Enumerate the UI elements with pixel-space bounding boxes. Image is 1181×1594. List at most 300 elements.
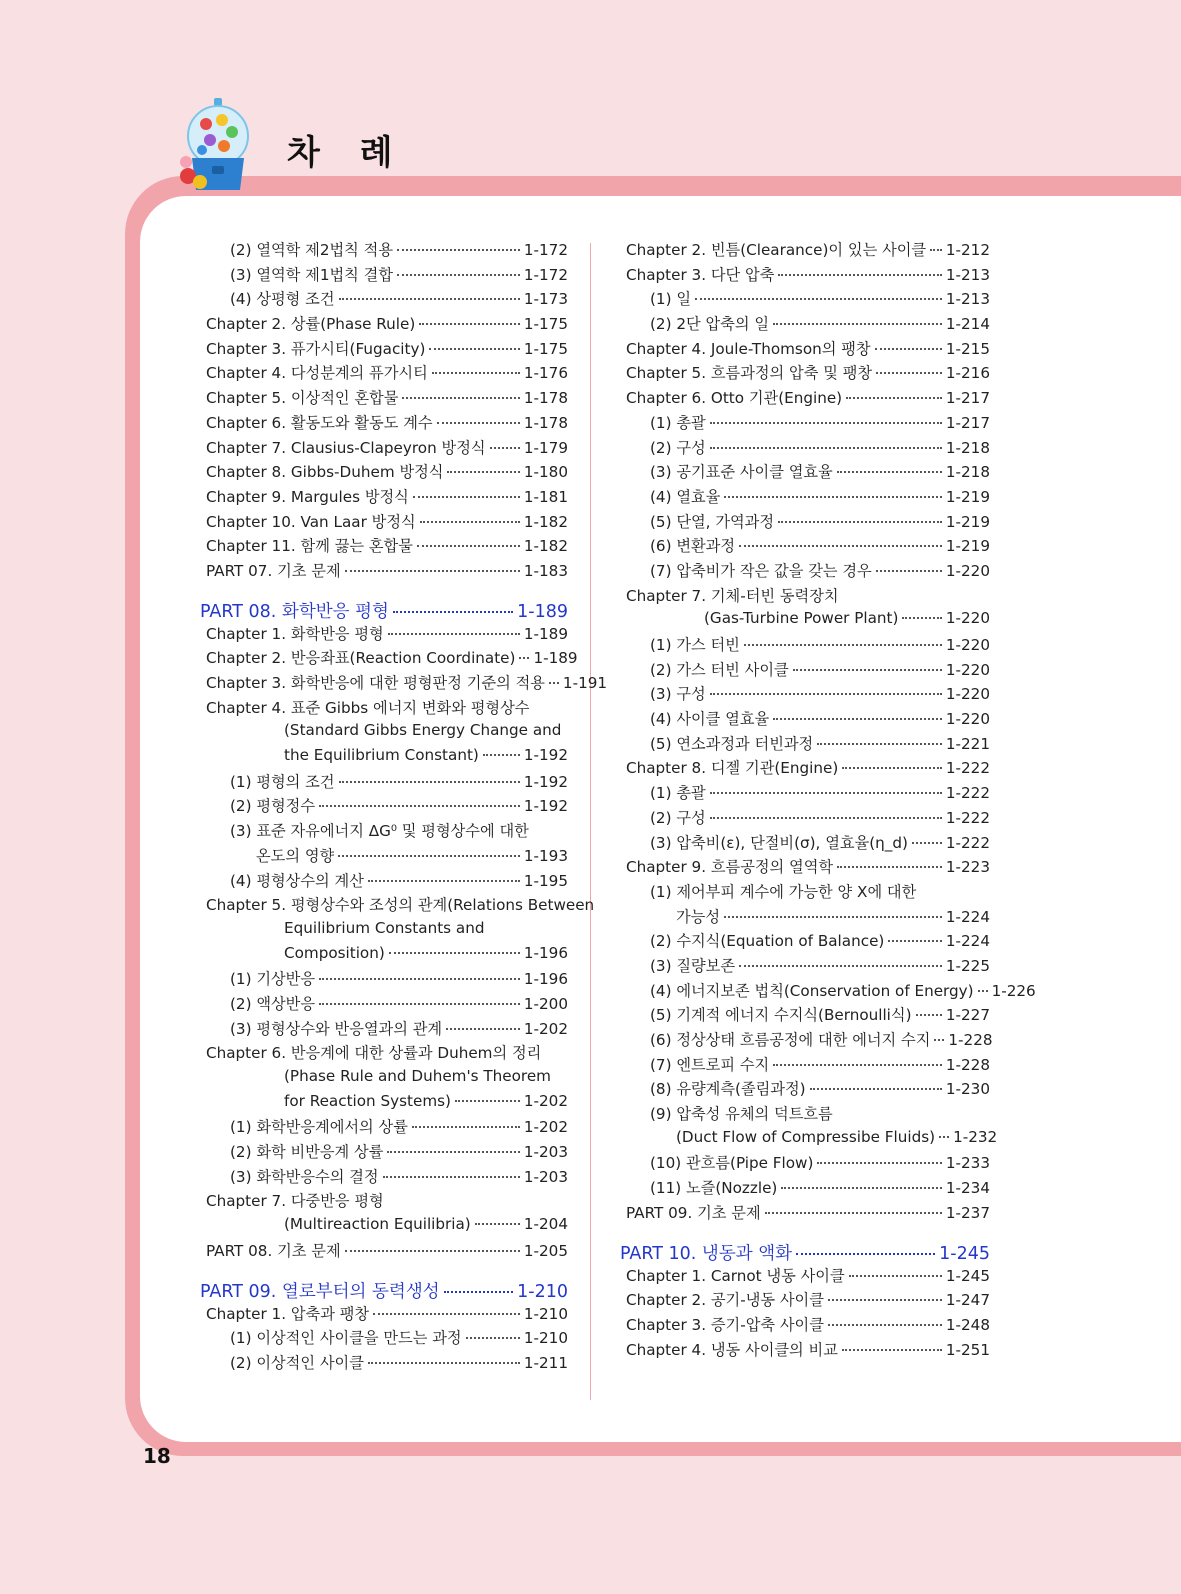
dot-leader bbox=[724, 916, 942, 918]
toc-entry-label: Chapter 1. 압축과 팽창 bbox=[206, 1304, 370, 1323]
toc-entry-label: (2) 액상반응 bbox=[230, 994, 316, 1013]
dot-leader bbox=[429, 348, 519, 350]
toc-entry-label: (Multireaction Equilibria) bbox=[284, 1215, 471, 1234]
toc-page-number: 1-227 bbox=[945, 1006, 990, 1025]
dot-leader bbox=[388, 633, 520, 635]
toc-page-number: 1-248 bbox=[945, 1315, 990, 1334]
toc-entry bbox=[620, 362, 990, 387]
dot-leader bbox=[846, 397, 942, 399]
toc-entry bbox=[200, 845, 568, 870]
toc-entry-label: Chapter 3. 퓨가시티(Fugacity) bbox=[206, 339, 426, 358]
toc-entry bbox=[620, 634, 990, 659]
toc-entry bbox=[200, 647, 578, 672]
toc-entry-label: (7) 엔트로피 수지 bbox=[650, 1055, 770, 1074]
toc-page-number: 1-192 bbox=[523, 772, 568, 791]
toc-entry bbox=[620, 1004, 990, 1029]
dot-leader bbox=[387, 1151, 519, 1153]
toc-entry-label: Chapter 6. 반응계에 대한 상률과 Duhem의 정리 bbox=[206, 1044, 542, 1063]
dot-leader bbox=[773, 1064, 942, 1066]
toc-page-number: 1-178 bbox=[523, 389, 568, 408]
toc-page-number: 1-218 bbox=[945, 463, 990, 482]
toc-entry-label: PART 09. 기초 문제 bbox=[626, 1203, 761, 1222]
toc-entry-label: (6) 정상상태 흐름공정에 대한 에너지 수지 bbox=[650, 1031, 931, 1049]
toc-entry-label: (6) 변환과정 bbox=[650, 537, 736, 556]
toc-entry-label: Chapter 7. Clausius-Clapeyron 방정식 bbox=[206, 438, 486, 457]
toc-entry-continued bbox=[200, 919, 568, 944]
toc-entry-label: for Reaction Systems) bbox=[284, 1091, 451, 1110]
toc-part-heading bbox=[200, 598, 568, 623]
toc-page-number: 1-175 bbox=[523, 315, 568, 334]
toc-entry-label: Chapter 9. Margules 방정식 bbox=[206, 487, 409, 506]
toc-page-number: 1-175 bbox=[523, 339, 568, 358]
toc-entry bbox=[620, 1127, 998, 1153]
toc-entry-label: (10) 관흐름(Pipe Flow) bbox=[650, 1154, 814, 1173]
toc-entry-label: Composition) bbox=[284, 943, 385, 962]
toc-page-number: 1-216 bbox=[945, 364, 990, 383]
toc-page-number: 1-220 bbox=[945, 660, 990, 679]
toc-entry bbox=[200, 870, 568, 895]
toc-entry bbox=[620, 437, 990, 462]
toc-entry-continued bbox=[200, 697, 568, 722]
toc-page-number: 1-189 bbox=[523, 624, 568, 643]
dot-leader bbox=[413, 496, 520, 498]
toc-page-number: 1-172 bbox=[523, 265, 568, 284]
toc-entry bbox=[200, 1166, 568, 1191]
toc-page-number: 1-176 bbox=[523, 364, 568, 383]
toc-entry bbox=[620, 387, 990, 412]
toc-entry-label: (8) 유량계측(졸림과정) bbox=[650, 1080, 806, 1099]
toc-entry-label: (1) 평형의 조건 bbox=[230, 772, 335, 791]
toc-page-number: 1-179 bbox=[523, 438, 568, 457]
toc-entry bbox=[200, 1018, 568, 1043]
toc-entry-label: Chapter 9. 흐름공정의 열역학 bbox=[626, 858, 834, 877]
dot-leader bbox=[781, 1187, 942, 1189]
dot-leader bbox=[389, 952, 520, 954]
toc-entry bbox=[620, 1289, 990, 1314]
toc-page-number: 1-213 bbox=[945, 265, 990, 284]
dot-leader bbox=[368, 880, 520, 882]
dot-leader bbox=[744, 644, 942, 646]
dot-leader bbox=[483, 754, 520, 756]
toc-page-number: 1-204 bbox=[523, 1215, 568, 1234]
toc-page-number: 1-200 bbox=[523, 994, 568, 1013]
toc-page-number: 1-196 bbox=[523, 970, 568, 989]
toc-page-number: 1-230 bbox=[945, 1080, 990, 1099]
toc-entry-label: (3) 압축비(ε), 단절비(σ), 열효율(η_d) bbox=[650, 833, 908, 852]
toc-entry-label: (Gas-Turbine Power Plant) bbox=[704, 609, 899, 628]
toc-entry-label: (1) 화학반응계에서의 상률 bbox=[230, 1118, 408, 1137]
toc-entry bbox=[620, 1054, 990, 1079]
toc-entry bbox=[200, 362, 568, 387]
dot-leader bbox=[412, 1126, 520, 1128]
toc-entry-label: (2) 가스 터빈 사이클 bbox=[650, 660, 789, 679]
toc-entry bbox=[620, 338, 990, 363]
toc-page-number: 1-245 bbox=[945, 1266, 990, 1285]
toc-entry bbox=[620, 535, 990, 560]
toc-page-number: 1-219 bbox=[945, 512, 990, 531]
dot-leader bbox=[828, 1299, 942, 1301]
toc-page-number: 1-224 bbox=[945, 932, 990, 951]
toc-page-number: 1-234 bbox=[945, 1179, 990, 1198]
toc-entry-continued bbox=[200, 1042, 568, 1067]
dot-leader bbox=[828, 1324, 942, 1326]
toc-page-number: 1-196 bbox=[523, 943, 568, 962]
page-title: 차 례 bbox=[287, 133, 407, 173]
toc-entry-label: Chapter 2. 반응좌표(Reaction Coordinate) bbox=[206, 649, 516, 668]
toc-page-number: 1-193 bbox=[523, 846, 568, 865]
toc-page-number: 1-225 bbox=[945, 956, 990, 975]
toc-entry bbox=[200, 535, 568, 560]
dot-leader bbox=[912, 842, 942, 844]
toc-page-number: 1-215 bbox=[945, 339, 990, 358]
toc-entry bbox=[620, 486, 990, 511]
dot-leader bbox=[710, 447, 942, 449]
toc-page-number: 1-245 bbox=[939, 1243, 990, 1264]
dot-leader bbox=[345, 1250, 520, 1252]
toc-page-number: 1-192 bbox=[523, 797, 568, 816]
toc-entry bbox=[200, 1215, 568, 1240]
toc-entry-label: the Equilibrium Constant) bbox=[284, 746, 479, 765]
toc-page-number: 1-217 bbox=[945, 389, 990, 408]
toc-entry-label: (4) 평형상수의 계산 bbox=[230, 871, 364, 890]
toc-part-heading bbox=[620, 1240, 990, 1265]
toc-entry-label: PART 07. 기초 문제 bbox=[206, 561, 341, 580]
dot-leader bbox=[383, 1176, 520, 1178]
toc-entry-label: (Standard Gibbs Energy Change and bbox=[284, 721, 562, 740]
toc-entry-label: (2) 평형정수 bbox=[230, 797, 316, 816]
toc-page-number: 1-219 bbox=[945, 537, 990, 556]
toc-entry bbox=[200, 1352, 568, 1377]
dot-leader bbox=[368, 1362, 520, 1364]
toc-entry-label: (3) 구성 bbox=[650, 685, 706, 704]
toc-page-number: 1-222 bbox=[945, 808, 990, 827]
dot-leader bbox=[695, 298, 942, 300]
dot-leader bbox=[339, 298, 520, 300]
dot-leader bbox=[778, 521, 942, 523]
toc-entry bbox=[620, 980, 1036, 1005]
toc-entry-label: Chapter 3. 다단 압축 bbox=[626, 265, 775, 284]
toc-entry bbox=[620, 264, 990, 289]
toc-page-number: 1-205 bbox=[523, 1241, 568, 1260]
dot-leader bbox=[397, 274, 520, 276]
dot-leader bbox=[319, 1003, 520, 1005]
toc-page-number: 1-218 bbox=[945, 438, 990, 457]
toc-page-number: 1-220 bbox=[945, 685, 990, 704]
toc-page-number: 1-220 bbox=[945, 561, 990, 580]
toc-entry bbox=[200, 1092, 568, 1117]
toc-entry-label: Chapter 1. 화학반응 평형 bbox=[206, 624, 384, 643]
toc-page-number: 1-210 bbox=[517, 1281, 568, 1302]
dot-leader bbox=[397, 249, 520, 251]
toc-entry-label: (Phase Rule and Duhem's Theorem bbox=[284, 1067, 551, 1085]
dot-leader bbox=[420, 521, 520, 523]
toc-entry bbox=[620, 832, 990, 857]
toc-entry-label: Chapter 2. 공기-냉동 사이클 bbox=[626, 1291, 824, 1310]
toc-page-number: 1-237 bbox=[945, 1203, 990, 1222]
toc-entry-label: Chapter 6. Otto 기관(Engine) bbox=[626, 389, 843, 408]
toc-page-number: 1-182 bbox=[523, 512, 568, 531]
toc-page-number: 1-191 bbox=[562, 674, 608, 692]
toc-entry bbox=[200, 486, 568, 511]
dot-leader bbox=[319, 978, 520, 980]
toc-entry-label: (3) 공기표준 사이클 열효율 bbox=[650, 463, 833, 482]
toc-page-number: 1-178 bbox=[523, 413, 568, 432]
toc-entry-label: PART 08. 화학반응 평형 bbox=[200, 601, 389, 622]
toc-entry-label: (1) 제어부피 계수에 가능한 양 X에 대한 bbox=[650, 882, 917, 901]
toc-entry bbox=[200, 993, 568, 1018]
toc-entry-continued bbox=[200, 1067, 568, 1092]
dot-leader bbox=[842, 767, 942, 769]
toc-entry-label: Chapter 4. 냉동 사이클의 비교 bbox=[626, 1340, 838, 1359]
dot-leader bbox=[793, 669, 942, 671]
toc-entry-label: (2) 이상적인 사이클 bbox=[230, 1353, 364, 1372]
toc-entry-label: (2) 화학 비반응계 상률 bbox=[230, 1143, 384, 1162]
toc-page-number: 1-183 bbox=[523, 561, 568, 580]
toc-entry bbox=[200, 338, 568, 363]
toc-entry bbox=[200, 461, 568, 486]
toc-entry bbox=[620, 412, 990, 437]
toc-entry bbox=[200, 795, 568, 820]
toc-page-number: 1-247 bbox=[945, 1291, 990, 1310]
dot-leader bbox=[724, 496, 942, 498]
toc-page-number: 1-221 bbox=[945, 734, 990, 753]
toc-entry bbox=[620, 461, 990, 486]
toc-entry-label: (1) 총괄 bbox=[650, 413, 706, 432]
dot-leader bbox=[393, 611, 513, 613]
toc-entry-label: Chapter 11. 함께 끓는 혼합물 bbox=[206, 537, 413, 556]
dot-leader bbox=[796, 1253, 935, 1255]
dot-leader bbox=[773, 718, 942, 720]
toc-page-number: 1-232 bbox=[953, 1127, 998, 1146]
dot-leader bbox=[739, 965, 942, 967]
dot-leader bbox=[876, 570, 942, 572]
toc-entry-label: Chapter 5. 이상적인 혼합물 bbox=[206, 389, 399, 408]
toc-entry-continued bbox=[200, 721, 568, 746]
toc-entry bbox=[620, 1339, 990, 1364]
toc-entry-label: (1) 기상반응 bbox=[230, 970, 316, 989]
dot-leader bbox=[446, 1028, 520, 1030]
toc-page-number: 1-180 bbox=[523, 463, 568, 482]
toc-page-number: 1-212 bbox=[945, 241, 990, 259]
dot-leader bbox=[447, 471, 519, 473]
toc-entry bbox=[620, 1265, 990, 1290]
dot-leader bbox=[939, 1136, 949, 1138]
toc-entry bbox=[200, 771, 568, 796]
dot-leader bbox=[773, 323, 942, 325]
dot-leader bbox=[849, 1275, 942, 1277]
dot-leader bbox=[402, 397, 519, 399]
column-divider bbox=[590, 243, 591, 1400]
dot-leader bbox=[888, 940, 942, 942]
toc-entry-label: Chapter 4. Joule-Thomson의 팽창 bbox=[626, 339, 871, 358]
toc-entry bbox=[200, 239, 568, 264]
toc-page-number: 1-220 bbox=[945, 710, 990, 729]
toc-entry-label: (1) 총괄 bbox=[650, 784, 706, 803]
toc-entry bbox=[620, 1314, 990, 1339]
toc-page-number: 1-173 bbox=[523, 290, 568, 309]
toc-entry-label: Chapter 3. 화학반응에 대한 평형판정 기준의 적용 bbox=[206, 674, 545, 692]
toc-page-number: 1-214 bbox=[945, 315, 990, 334]
toc-right-column bbox=[620, 239, 1036, 1363]
toc-page-number: 1-226 bbox=[991, 981, 1036, 1000]
dot-leader bbox=[765, 1212, 942, 1214]
toc-page-number: 1-189 bbox=[533, 649, 578, 668]
dot-leader bbox=[739, 545, 942, 547]
toc-entry-continued bbox=[200, 894, 595, 919]
dot-leader bbox=[778, 274, 941, 276]
dot-leader bbox=[710, 693, 942, 695]
toc-entry-label: Chapter 1. Carnot 냉동 사이클 bbox=[626, 1266, 845, 1285]
toc-entry bbox=[620, 856, 990, 881]
dot-leader bbox=[710, 792, 942, 794]
toc-page-number: 1-220 bbox=[945, 609, 990, 628]
toc-entry bbox=[620, 930, 990, 955]
toc-page-number: 1-202 bbox=[523, 1019, 568, 1038]
dot-leader bbox=[710, 422, 942, 424]
toc-entry-label: Chapter 5. 평형상수와 조성의 관계(Relations Between bbox=[206, 896, 595, 915]
dot-leader bbox=[432, 372, 520, 374]
toc-entry bbox=[200, 968, 568, 993]
toc-entry bbox=[200, 1141, 568, 1166]
toc-entry-label: (5) 단열, 가역과정 bbox=[650, 512, 775, 531]
toc-entry bbox=[620, 239, 990, 264]
dot-leader bbox=[319, 805, 520, 807]
toc-entry-continued bbox=[200, 820, 568, 845]
dot-leader bbox=[978, 990, 988, 992]
toc-part-heading bbox=[200, 1278, 568, 1303]
dot-leader bbox=[339, 781, 520, 783]
toc-page-number: 1-211 bbox=[523, 1353, 568, 1372]
toc-entry-label: Chapter 7. 다중반응 평형 bbox=[206, 1192, 384, 1211]
toc-entry bbox=[200, 387, 568, 412]
dot-leader bbox=[876, 372, 942, 374]
toc-entry-continued bbox=[620, 1103, 990, 1128]
toc-entry-label: Chapter 8. Gibbs-Duhem 방정식 bbox=[206, 463, 444, 482]
toc-page-number: 1-182 bbox=[523, 537, 568, 556]
dot-leader bbox=[419, 323, 520, 325]
toc-entry bbox=[620, 609, 990, 634]
toc-entry-label: Chapter 10. Van Laar 방정식 bbox=[206, 512, 416, 531]
toc-entry-label: (3) 화학반응수의 결정 bbox=[230, 1167, 379, 1186]
dot-leader bbox=[338, 855, 520, 857]
toc-entry-label: Chapter 4. 다성분계의 퓨가시티 bbox=[206, 364, 428, 383]
toc-page-number: 1-217 bbox=[945, 413, 990, 432]
dot-leader bbox=[934, 1039, 944, 1041]
toc-entry-label: Equilibrium Constants and bbox=[284, 918, 485, 937]
toc-page-number: 1-223 bbox=[945, 858, 990, 877]
dot-leader bbox=[817, 1162, 941, 1164]
toc-entry bbox=[620, 313, 990, 338]
toc-page-number: 1-222 bbox=[945, 833, 990, 852]
dot-leader bbox=[875, 348, 942, 350]
toc-entry-label: Chapter 3. 증기-압축 사이클 bbox=[626, 1315, 824, 1334]
toc-entry-continued bbox=[620, 585, 990, 610]
toc-entry-label: (4) 열효율 bbox=[650, 487, 721, 506]
toc-page-number: 1-181 bbox=[523, 487, 568, 506]
toc-entry-label: (4) 상평형 조건 bbox=[230, 290, 335, 309]
dot-leader bbox=[916, 1014, 942, 1016]
toc-page-number: 1-210 bbox=[523, 1329, 568, 1348]
dot-leader bbox=[930, 249, 942, 251]
dot-leader bbox=[437, 422, 520, 424]
toc-entry-label: (4) 에너지보존 법칙(Conservation of Energy) bbox=[650, 981, 974, 1000]
toc-entry-label: (3) 질량보존 bbox=[650, 956, 736, 975]
toc-entry-label: (1) 가스 터빈 bbox=[650, 636, 740, 654]
toc-page-number: 1-251 bbox=[945, 1340, 990, 1359]
toc-entry bbox=[200, 560, 568, 585]
dot-leader bbox=[902, 617, 941, 619]
toc-entry-label: (9) 압축성 유체의 덕트흐름 bbox=[650, 1105, 833, 1124]
toc-entry bbox=[620, 288, 990, 313]
toc-entry bbox=[200, 264, 568, 289]
toc-entry-label: (1) 일 bbox=[650, 290, 692, 309]
toc-entry bbox=[620, 1029, 993, 1054]
toc-entry-continued bbox=[620, 881, 990, 906]
toc-page-number: 1-202 bbox=[523, 1118, 568, 1137]
toc-entry bbox=[620, 1177, 990, 1202]
toc-page-number: 1-172 bbox=[523, 241, 568, 259]
toc-entry-label: Chapter 4. 표준 Gibbs 에너지 변화와 평형상수 bbox=[206, 698, 530, 717]
dot-leader bbox=[490, 447, 520, 449]
toc-entry bbox=[620, 733, 990, 758]
toc-entry bbox=[200, 1240, 568, 1265]
toc-entry bbox=[200, 437, 568, 462]
toc-entry bbox=[200, 944, 568, 969]
dot-leader bbox=[810, 1088, 942, 1090]
toc-entry-label: (5) 기계적 에너지 수지식(Bernoulli식) bbox=[650, 1006, 912, 1025]
toc-page-number: 1-224 bbox=[945, 907, 990, 926]
toc-entry bbox=[200, 313, 568, 338]
toc-entry-label: (1) 이상적인 사이클을 만드는 과정 bbox=[230, 1329, 462, 1348]
dot-leader bbox=[817, 743, 942, 745]
toc-entry-label: Chapter 2. 상률(Phase Rule) bbox=[206, 315, 416, 334]
dot-leader bbox=[417, 545, 520, 547]
toc-entry-label: Chapter 7. 기체-터빈 동력장치 bbox=[626, 586, 839, 605]
toc-entry-label: PART 08. 기초 문제 bbox=[206, 1241, 341, 1260]
toc-entry-label: (2) 2단 압축의 일 bbox=[650, 315, 770, 334]
toc-entry-label: PART 10. 냉동과 액화 bbox=[620, 1243, 793, 1264]
toc-entry bbox=[620, 659, 990, 684]
toc-entry bbox=[200, 746, 568, 771]
toc-entry-label: Chapter 2. 빈틈(Clearance)이 있는 사이클 bbox=[626, 241, 927, 259]
dot-leader bbox=[345, 570, 520, 572]
toc-entry bbox=[200, 1116, 568, 1141]
toc-page-number: 1-222 bbox=[945, 784, 990, 803]
dot-leader bbox=[710, 817, 942, 819]
toc-entry bbox=[200, 623, 568, 648]
toc-entry bbox=[620, 906, 990, 931]
toc-entry bbox=[620, 683, 990, 708]
toc-page-number: 1-195 bbox=[523, 871, 568, 890]
dot-leader bbox=[842, 1349, 942, 1351]
toc-entry bbox=[620, 560, 990, 585]
toc-entry bbox=[620, 1152, 990, 1177]
toc-entry bbox=[200, 1303, 568, 1328]
toc-page-number: 1-219 bbox=[945, 487, 990, 506]
page-number: 18 bbox=[143, 1444, 171, 1468]
toc-entry-label: (Duct Flow of Compressibe Fluids) bbox=[676, 1127, 936, 1146]
toc-entry bbox=[620, 511, 990, 536]
dot-leader bbox=[373, 1313, 520, 1315]
toc-entry-label: 온도의 영향 bbox=[256, 846, 335, 865]
toc-entry-label: (4) 사이클 열효율 bbox=[650, 710, 770, 729]
toc-page-number: 1-203 bbox=[523, 1167, 568, 1186]
dot-leader bbox=[444, 1291, 513, 1293]
toc-entry-label: Chapter 6. 활동도와 활동도 계수 bbox=[206, 413, 433, 432]
toc-page-number: 1-189 bbox=[517, 601, 568, 622]
dot-leader bbox=[519, 657, 529, 659]
toc-page-number: 1-228 bbox=[948, 1031, 993, 1049]
